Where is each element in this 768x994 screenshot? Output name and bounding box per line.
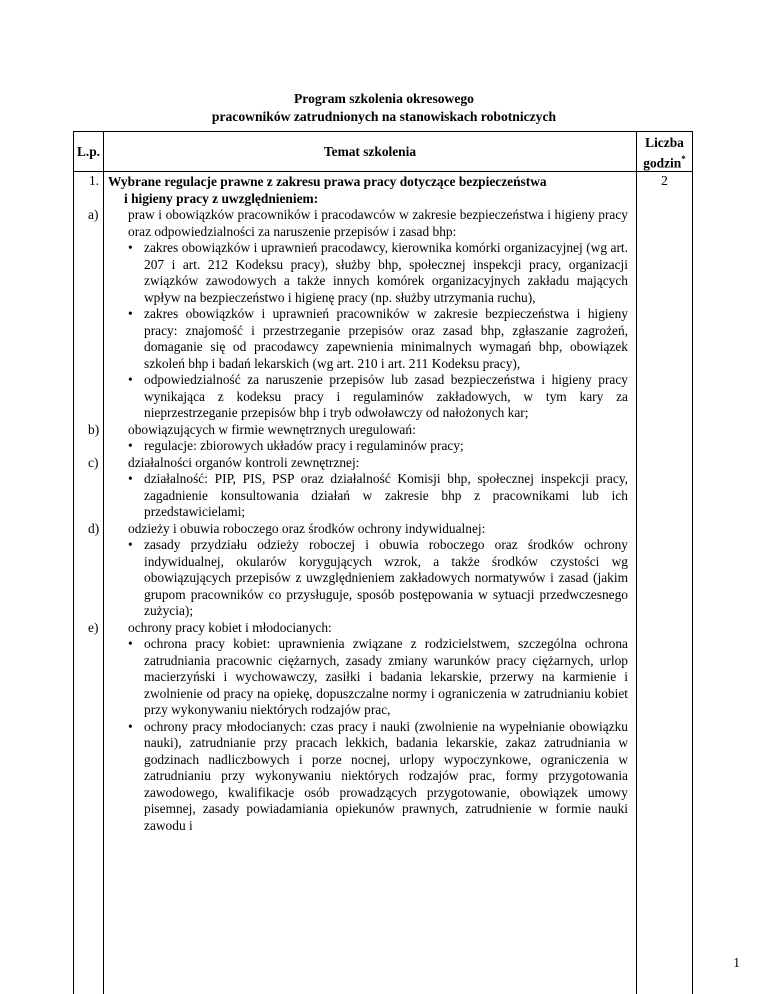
header-hours-line2: godzin xyxy=(643,155,682,171)
section-text: praw i obowiązków pracowników i pracodawców w zakresie bezpieczeństwa i higieny pracy oraz odpowiedzialności za naruszenie przepisów i zasad bhp: xyxy=(128,207,628,239)
header-hours-line1: Liczba xyxy=(645,135,684,150)
title-line-1: Program szkolenia okresowego xyxy=(294,91,474,106)
section-label: e) xyxy=(88,619,99,635)
list-item: • zasady przydziału odzieży roboczej i obuwia roboczego oraz środków ochrony indywidualnej, okularów korygujących wzrok, a także środków czystości wg obowiązujących przepisów z uwzględnieniem zakładowych normatywów i zasad (jakim grupom pracowników co przysługuje, sposób postępowania w sytuacji przedwczesnego zużycia); xyxy=(108,537,628,620)
section-e-list xyxy=(108,636,628,834)
section-label: b) xyxy=(88,421,100,437)
topic-lead-line1: Wybrane regulacje prawne z zakresu prawa pracy dotyczące bezpieczeństwa xyxy=(108,174,547,190)
section-c xyxy=(88,454,628,521)
section-label: c) xyxy=(88,454,99,470)
header-lp: L.p. xyxy=(74,132,104,172)
row-hours: 2 xyxy=(637,172,693,994)
training-program-table xyxy=(73,131,693,994)
section-label: a) xyxy=(88,207,99,223)
section-text: działalności organów kontroli zewnętrznej: xyxy=(128,454,360,470)
section-label: d) xyxy=(88,520,100,536)
section-text: obowiązujących w firmie wewnętrznych uregulowań: xyxy=(128,421,416,437)
section-d-list xyxy=(108,537,628,620)
list-item: • działalność: PIP, PIS, PSP oraz działalność Komisji bhp, społecznej inspekcji pracy, zagadnienie konsultowania działań w zakresie bhp z pracownikami lub ich przedstawicielami; xyxy=(108,471,628,521)
section-c-list xyxy=(108,471,628,521)
list-item: • zakres obowiązków i uprawnień pracodawcy, kierownika komórki organizacyjnej (wg art. 207 i art. 212 Kodeksu pracy), służby bhp, społecznej inspekcji pracy, organizacji związków zawodowych a także innych komórek organizacyjnych zakładu mających wpływ na bezpieczeństwo i higienę pracy (np. służby utrzymania ruchu), xyxy=(108,240,628,306)
section-a-list xyxy=(108,240,628,422)
title-line-2: pracowników zatrudnionych na stanowiskach robotniczych xyxy=(211,109,557,124)
section-a xyxy=(88,207,628,422)
section-e xyxy=(88,619,628,835)
list-item: • ochrona pracy kobiet: uprawnienia związane z rodzicielstwem, szczególna ochrona zatrudniania pracownic ciężarnych, zasady zmiany warunków pracy ciężarnych, urlop macierzyński i wychowawczy, zasiłki i badania lekarskie, przerwy na karmienie i zwolnienie od pracy na opiekę, dopuszczalne normy i ograniczenia w zatrudnianiu kobiet przy wykonywaniu niektórych rodzajów prac, xyxy=(108,636,628,719)
section-b xyxy=(88,421,628,455)
table-row xyxy=(74,172,693,994)
section-d xyxy=(88,520,628,620)
topic-lead xyxy=(108,174,628,207)
row-topic xyxy=(88,172,637,994)
section-text: ochrony pracy kobiet i młodocianych: xyxy=(128,619,332,635)
section-text: odzieży i obuwia roboczego oraz środków ochrony indywidualnej: xyxy=(128,520,486,536)
section-b-list xyxy=(108,438,628,455)
page-number: 1 xyxy=(733,955,740,970)
topic-lead-line2: i higieny pracy z uwzględnieniem: xyxy=(124,190,319,206)
list-item: • zakres obowiązków i uprawnień pracowników w zakresie bezpieczeństwa i higieny pracy: znajomość i przestrzeganie przepisów oraz zasad bhp, zgłaszanie zagrożeń, domaganie się od pracodawcy zapewnienia minimalnych wymagań bhp, obowiązek szkoleń bhp i badań lekarskich (wg art. 210 i art. 211 Kodeksu pracy), xyxy=(108,306,628,372)
document-title xyxy=(0,90,768,126)
list-item: • odpowiedzialność za naruszenie przepisów lub zasad bezpieczeństwa i higieny pracy wynikająca z kodeksu pracy i regulaminów zakładowych, w tym kary za nieprzestrzeganie przepisów bhp i tryb odwoławczy od nałożonych kar; xyxy=(108,372,628,422)
list-item: • regulacje: zbiorowych układów pracy i regulaminów pracy; xyxy=(108,438,628,455)
list-item: • ochrony pracy młodocianych: czas pracy i nauki (zwolnienie na wypełnianie obowiązku nauki), zatrudnianie przy pracach lekkich, badania lekarskie, zakaz zatrudniania w godzinach nadliczbowych i porze nocnej, urlopy wypoczynkowe, ograniczenia w zatrudnianiu przy wykonywaniu niektórych rodzajów prac, formy przygotowania zawodowego, kwalifikacje osób prowadzących przygotowanie, obowiązek umowy pisemnej, zasady powiadamiania opiekunów prawnych, zatrudnienie w formie nauki zawodu i xyxy=(108,719,628,835)
table-header-row xyxy=(74,132,693,172)
row-lp: 1. xyxy=(74,172,104,994)
header-hours xyxy=(637,132,693,172)
header-topic: Temat szkolenia xyxy=(104,132,637,172)
footnote-marker: * xyxy=(681,154,686,164)
